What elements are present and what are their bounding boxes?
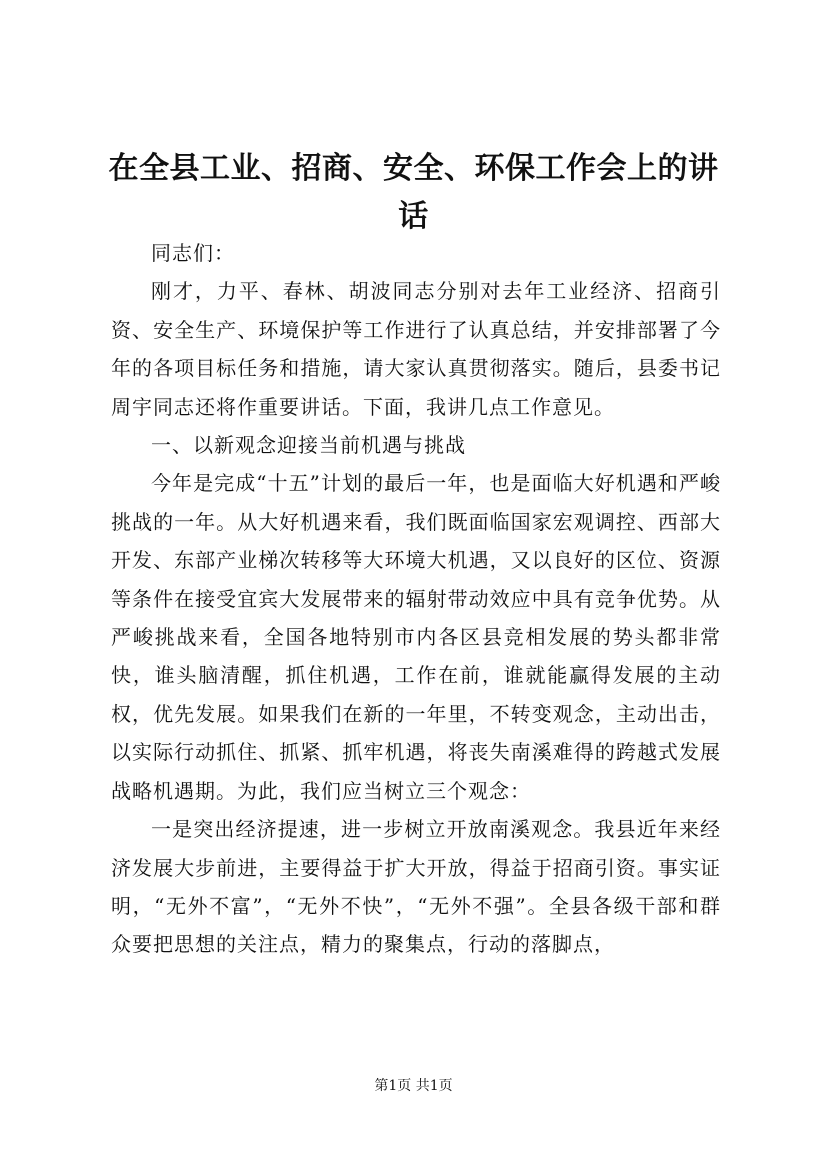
paragraph-opportunities: 今年是完成“十五”计划的最后一年，也是面临大好机遇和严峻挑战的一年。从大好机遇来看，我们既面临国家宏观调控、西部大开发、东部产业梯次转移等大环境大机遇，又以良好的区位、资源等条件在接受宜宾大发展带来的辐射带动效应中具有竞争优势。从严峻挑战来看，全国各地特别市内各区县竞相发展的势头都非常快，谁头脑清醒，抓住机遇，工作在前，谁就能赢得发展的主动权，优先发展。如果我们在新的一年里，不转变观念，主动出击，以实际行动抓住、抓紧、抓牢机遇，将丧失南溪难得的跨越式发展战略机遇期。为此，我们应当树立三个观念： bbox=[111, 471, 721, 803]
salutation: 同志们： bbox=[151, 241, 235, 265]
document-title: 在全县工业、招商、安全、环保工作会上的讲话 bbox=[108, 151, 719, 234]
section-heading-1: 一、以新观念迎接当前机遇与挑战 bbox=[151, 433, 466, 458]
paragraph-opening: 刚才，力平、春林、胡波同志分别对去年工业经济、招商引资、安全生产、环境保护等工作进行了认真总结，并安排部署了今年的各项目标任务和措施，请大家认真贯彻落实。随后，县委书记周宇同志还将作重要讲话。下面，我讲几点工作意见。 bbox=[111, 279, 721, 419]
page-footer: 第1页 共1页 bbox=[374, 1078, 453, 1094]
document-body bbox=[111, 234, 721, 964]
paragraph-openness: 一是突出经济提速，进一步树立开放南溪观念。我县近年来经济发展大步前进，主要得益于扩大开放，得益于招商引资。事实证明，“无外不富”，“无外不快”，“无外不强”。全县各级干部和群众要把思想的关注点，精力的聚集点，行动的落脚点， bbox=[111, 817, 721, 957]
